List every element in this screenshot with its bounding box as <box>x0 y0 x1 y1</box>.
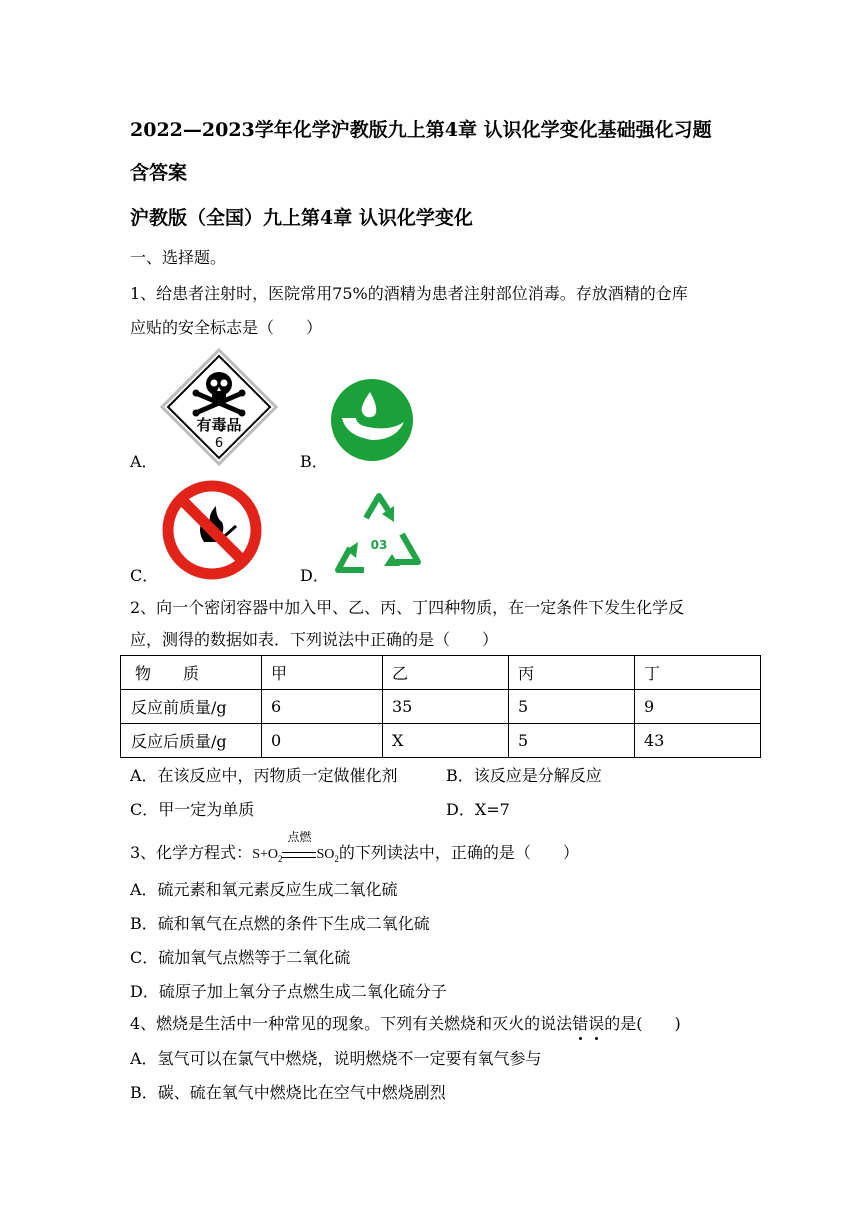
chemical-equation <box>252 830 339 864</box>
recycle-icon <box>330 488 428 582</box>
q3-stem-prefix: 3、化学方程式： <box>130 843 253 862</box>
q2-option-a: A．在该反应中，丙物质一定做催化剂 <box>130 766 398 785</box>
q3-option-c: C．硫加氧气点燃等于二氧化硫 <box>130 948 351 967</box>
table-cell: 5 <box>509 690 635 724</box>
q4-option-b: B．碳、硫在氧气中燃烧比在空气中燃烧剧烈 <box>130 1083 446 1102</box>
q2-option-d: D．X=7 <box>446 800 510 819</box>
equation-subscript: 2 <box>277 853 283 864</box>
table-cell: 5 <box>509 724 635 758</box>
q2-stem-line2: 应，测得的数据如表．下列说法中正确的是（ ） <box>130 630 499 649</box>
q4-option-a: A．氢气可以在氯气中燃烧，说明燃烧不一定要有氧气参与 <box>130 1049 542 1068</box>
table-header-cell: 物 质 <box>121 656 262 690</box>
emphasis-char: 错 <box>572 1014 589 1033</box>
q3-stem-suffix: 的下列读法中，正确的是（ ） <box>338 843 579 862</box>
table-cell: 35 <box>383 690 509 724</box>
q3-option-d: D．硫原子加上氧分子点燃生成二氧化硫分子 <box>130 982 447 1001</box>
table-cell: 反应前质量/g <box>121 690 262 724</box>
no-fire-icon <box>162 480 262 584</box>
q3-stem <box>130 830 579 869</box>
reaction-arrow <box>282 830 316 858</box>
table-cell: 9 <box>635 690 761 724</box>
table-header-row <box>121 656 761 690</box>
table-header-cell: 丙 <box>509 656 635 690</box>
recycle-code: 03 <box>370 538 388 552</box>
table-cell: X <box>383 724 509 758</box>
document-title-continued: 含答案 <box>130 162 188 184</box>
q1-stem-line2: 应贴的安全标志是（ ） <box>130 318 323 337</box>
q3-option-a: A．硫元素和氧元素反应生成二氧化硫 <box>130 880 398 899</box>
table-cell: 0 <box>262 724 383 758</box>
q3-option-b: B．硫和氧气在点燃的条件下生成二氧化硫 <box>130 914 430 933</box>
reaction-condition: 点燃 <box>287 830 312 844</box>
q4-stem-prefix: 4、燃烧是生活中一种常见的现象。下列有关燃烧和灭火的说法 <box>130 1014 573 1033</box>
emphasis-char: 误 <box>588 1014 605 1033</box>
document-title: 2022—2023学年化学沪教版九上第4章 认识化学变化基础强化习题 <box>130 119 712 141</box>
toxic-sign-class: 6 <box>214 436 224 451</box>
q1-option-a-label: A． <box>130 452 158 471</box>
q1-option-d-label: D． <box>300 566 329 585</box>
table-cell: 反应后质量/g <box>121 724 262 758</box>
table-header-cell: 丁 <box>635 656 761 690</box>
table-row <box>121 690 761 724</box>
q2-option-c: C．甲一定为单质 <box>130 800 255 819</box>
q4-stem <box>130 1014 681 1034</box>
toxic-diamond-icon <box>160 348 278 470</box>
toxic-sign-text: 有毒品 <box>196 416 242 434</box>
equation-product: SO <box>316 847 335 862</box>
table-header-cell: 甲 <box>262 656 383 690</box>
q2-stem-line1: 2、向一个密闭容器中加入甲、乙、丙、丁四种物质，在一定条件下发生化学反 <box>130 598 685 617</box>
equation-reactants: S+O <box>252 847 278 862</box>
q2-option-b: B．该反应是分解反应 <box>446 766 602 785</box>
q1-option-c-label: C． <box>130 566 159 585</box>
document-subtitle: 沪教版（全国）九上第4章 认识化学变化 <box>130 207 473 229</box>
mass-data-table <box>120 655 761 758</box>
table-row <box>121 724 761 758</box>
table-cell: 6 <box>262 690 383 724</box>
q1-stem-line1: 1、给患者注射时，医院常用75%的酒精为患者注射部位消毒。存放酒精的仓库 <box>130 284 688 303</box>
q4-stem-suffix: 的是( ) <box>604 1014 681 1033</box>
q1-option-b-label: B． <box>300 452 328 471</box>
water-saving-icon <box>330 378 414 466</box>
table-header-cell: 乙 <box>383 656 509 690</box>
equation-subscript: 2 <box>334 853 339 864</box>
section-heading: 一、选择题。 <box>130 248 227 267</box>
table-cell: 43 <box>635 724 761 758</box>
